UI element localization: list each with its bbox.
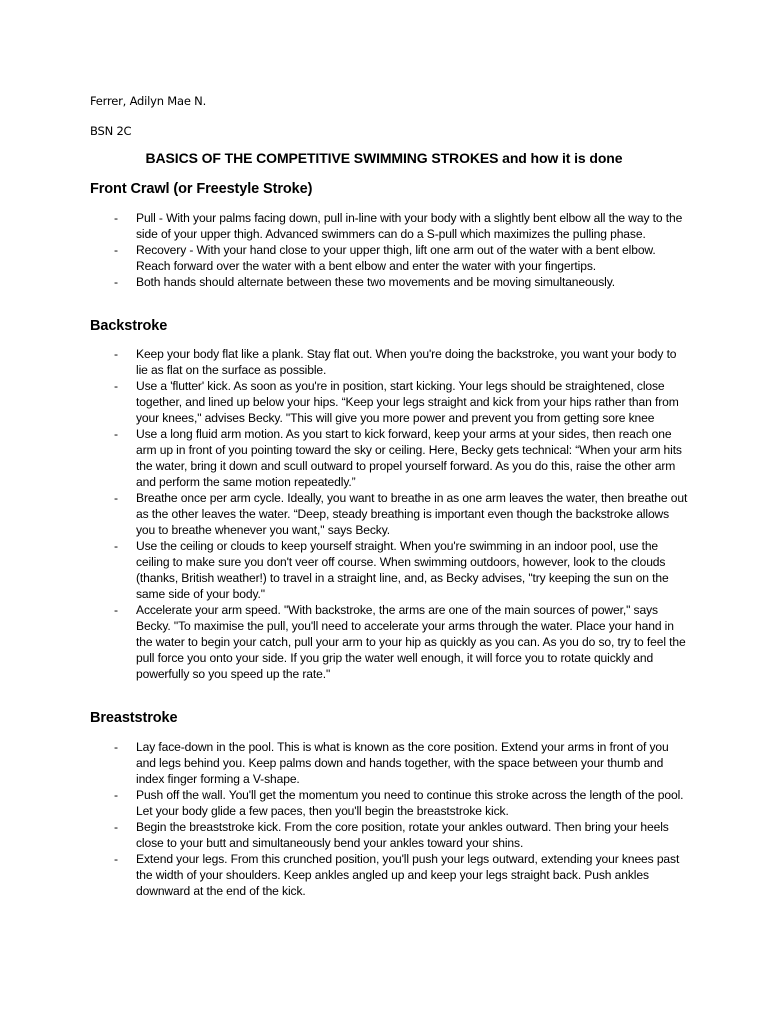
author-name: Ferrer, Adilyn Mae N.: [90, 94, 207, 108]
list-item: [90, 490, 690, 538]
section-heading-breaststroke: Breaststroke: [90, 710, 178, 726]
course-section: BSN 2C: [90, 124, 132, 138]
bullet-dash: -: [114, 243, 118, 257]
bullet-dash: -: [114, 211, 118, 225]
list-item: [90, 787, 690, 819]
list-item-text: Lay face-down in the pool. This is what is known as the core position. Extend your arms in front of you and legs behind you. Keep palms down and hands together, with the space between your thumb and index finger forming a V-shape.: [136, 740, 669, 786]
bullet-dash: -: [114, 347, 118, 361]
list-item-text: Use a 'flutter' kick. As soon as you're in position, start kicking. Your legs should be straightened, close together, and lined up below your hips. “Keep your legs straight and kick from your hips rather than from your knees," advises Becky. "This will give you more power and prevent you from getting sore knee: [136, 379, 679, 425]
bullet-dash: -: [114, 852, 118, 866]
list-item: [90, 426, 690, 490]
bullet-dash: -: [114, 539, 118, 553]
list-item: [90, 602, 690, 682]
list-item: [90, 819, 690, 851]
backstroke-list: [90, 346, 690, 682]
list-item: [90, 346, 690, 378]
bullet-dash: -: [114, 820, 118, 834]
list-item-text: Begin the breaststroke kick. From the core position, rotate your ankles outward. Then bring your heels close to your butt and simultaneously bend your ankles toward your shins.: [136, 820, 669, 850]
list-item: [90, 851, 690, 899]
bullet-dash: -: [114, 427, 118, 441]
list-item: [90, 739, 690, 787]
section-heading-front-crawl: Front Crawl (or Freestyle Stroke): [90, 181, 313, 197]
breaststroke-list: [90, 739, 690, 899]
list-item-text: Use a long fluid arm motion. As you start to kick forward, keep your arms at your sides, then reach one arm up in front of you pointing toward the sky or ceiling. Here, Becky gets technical: “When your arm hits the water, bring it down and scull outward to propel yourself forward. As you do this, raise the other arm and perform the same motion repeatedly.”: [136, 427, 682, 489]
list-item: [90, 242, 690, 274]
document-title: BASICS OF THE COMPETITIVE SWIMMING STROKES and how it is done: [145, 150, 623, 166]
list-item: [90, 274, 690, 290]
list-item-text: Accelerate your arm speed. "With backstroke, the arms are one of the main sources of power," says Becky. "To maximise the pull, you'll need to accelerate your arms through the water. Place your hand in the water to begin your catch, pull your arm to your hip as quickly as you can. As you do so, try to feel the pull force you onto your side. If you grip the water well enough, it will force you to rotate quickly and powerfully so you speed up the rate.": [136, 603, 686, 681]
list-item-text: Extend your legs. From this crunched position, you'll push your legs outward, extending your knees past the width of your shoulders. Keep ankles angled up and keep your legs straight back. Push ankles downward at the end of the kick.: [136, 852, 680, 898]
list-item: [90, 538, 690, 602]
bullet-dash: -: [114, 740, 118, 754]
list-item-text: Keep your body flat like a plank. Stay flat out. When you're doing the backstroke, you want your body to lie as flat on the surface as possible.: [136, 347, 677, 377]
list-item-text: Both hands should alternate between these two movements and be moving simultaneously.: [136, 275, 615, 289]
front-crawl-list: [90, 210, 690, 290]
list-item: [90, 378, 690, 426]
bullet-dash: -: [114, 603, 118, 617]
list-item-text: Pull - With your palms facing down, pull in-line with your body with a slightly bent elbow all the way to the side of your upper thigh. Advanced swimmers can do a S-pull which maximizes the pulling phase.: [136, 211, 683, 241]
list-item: [90, 210, 690, 242]
bullet-dash: -: [114, 379, 118, 393]
list-item-text: Use the ceiling or clouds to keep yourself straight. When you're swimming in an indoor pool, use the ceiling to make sure you don't veer off course. When swimming outdoors, however, look to the clouds (thanks, British weather!) to travel in a straight line, and, as Becky advises, "try keeping the sun on the same side of your body.": [136, 539, 669, 601]
section-heading-backstroke: Backstroke: [90, 318, 168, 334]
bullet-dash: -: [114, 275, 118, 289]
bullet-dash: -: [114, 788, 118, 802]
list-item-text: Recovery - With your hand close to your upper thigh, lift one arm out of the water with a bent elbow. Reach forward over the water with a bent elbow and enter the water with your fingertips.: [136, 243, 656, 273]
list-item-text: Breathe once per arm cycle. Ideally, you want to breathe in as one arm leaves the water, then breathe out as the other leaves the water. “Deep, steady breathing is important even though the backstroke allows you to breathe whenever you want," says Becky.: [136, 491, 688, 537]
list-item-text: Push off the wall. You'll get the momentum you need to continue this stroke across the length of the pool. Let your body glide a few paces, then you'll begin the breaststroke kick.: [136, 788, 684, 818]
bullet-dash: -: [114, 491, 118, 505]
